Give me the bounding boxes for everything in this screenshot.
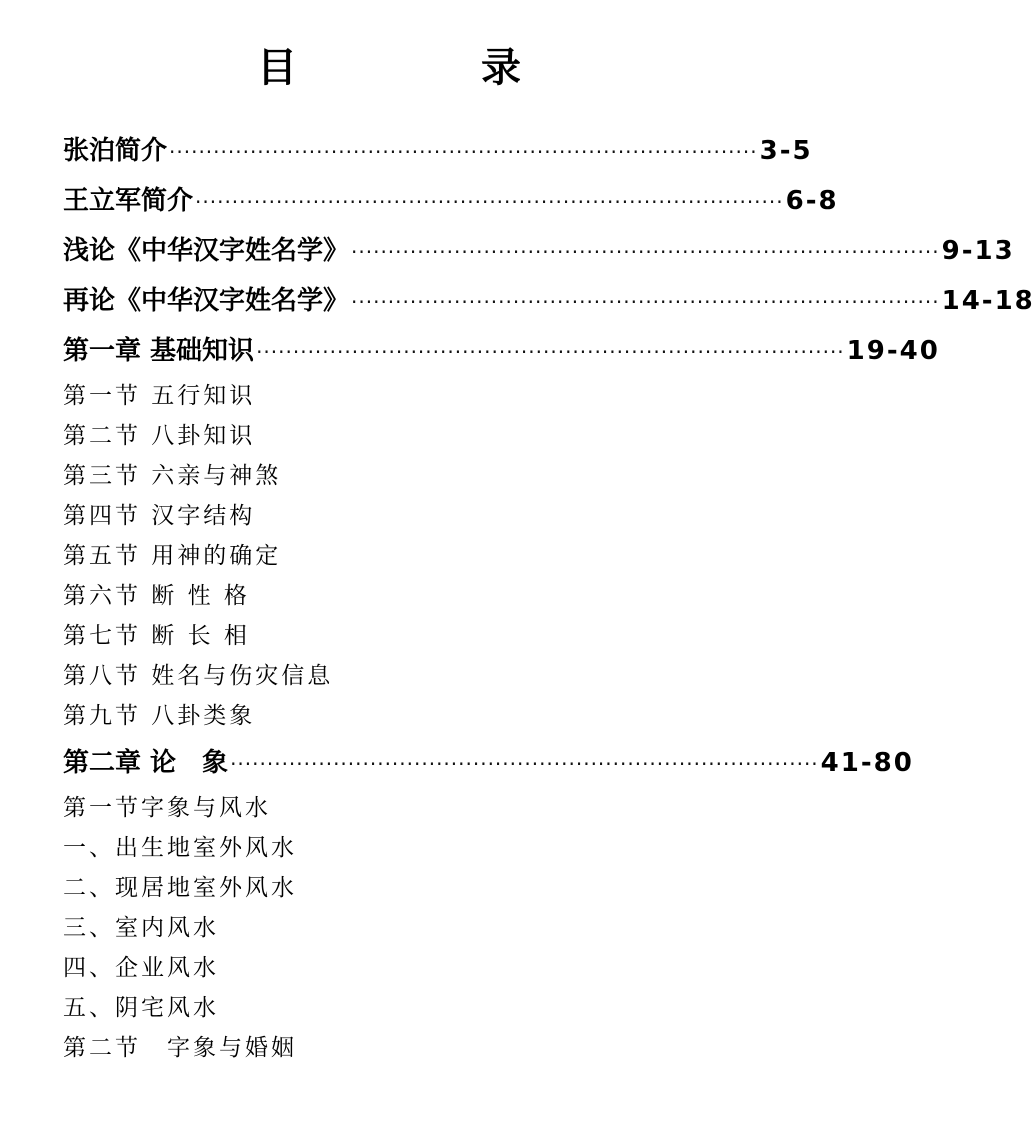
toc-entry-page: 41-80 (820, 748, 914, 778)
dot-leader: ················································································ (230, 752, 819, 776)
toc-section[interactable]: 二、现居地室外风水 (63, 875, 297, 901)
page-title: 目 录 (257, 45, 593, 91)
dot-leader: ················································································ (195, 190, 784, 214)
dot-leader: ················································································ (169, 140, 758, 164)
toc-entry-page: 14-18 (941, 286, 1035, 316)
toc-section[interactable]: 第六节 断 性 格 (63, 583, 250, 609)
toc-entry-label: 张泊简介 (63, 136, 168, 166)
toc-entry-label: 浅论《中华汉字姓名学》 (63, 236, 350, 266)
toc-entry-chapter-1[interactable] (63, 326, 940, 376)
toc-section[interactable]: 第三节 六亲与神煞 (63, 463, 282, 489)
toc-section[interactable]: 第九节 八卦类象 (63, 703, 256, 729)
toc-section[interactable]: 第二节 八卦知识 (63, 423, 256, 449)
toc-entry-page: 9-13 (941, 236, 1015, 266)
table-of-contents (63, 126, 1035, 1068)
toc-entry-label: 再论《中华汉字姓名学》 (63, 286, 350, 316)
dot-leader: ················································································ (351, 290, 940, 314)
toc-section[interactable]: 一、出生地室外风水 (63, 835, 297, 861)
toc-entry-chapter-2[interactable] (63, 738, 914, 788)
toc-entry-page: 3-5 (759, 136, 813, 166)
toc-entry-label: 王立军简介 (63, 186, 194, 216)
toc-section[interactable]: 第一节 五行知识 (63, 383, 256, 409)
dot-leader: ················································································ (256, 340, 845, 364)
toc-section[interactable]: 五、阴宅风水 (63, 995, 219, 1021)
toc-section[interactable]: 第八节 姓名与伤灾信息 (63, 663, 334, 689)
toc-entry-label: 第二章 论 象 (63, 748, 229, 778)
dot-leader: ················································································ (351, 240, 940, 264)
toc-entry-page: 19-40 (846, 336, 940, 366)
toc-section[interactable]: 第二节 字象与婚姻 (63, 1035, 297, 1061)
toc-section[interactable]: 第四节 汉字结构 (63, 503, 256, 529)
toc-entry-first-essay[interactable] (63, 226, 1015, 276)
toc-section[interactable]: 第五节 用神的确定 (63, 543, 282, 569)
toc-entry-zhangbo-intro[interactable] (63, 126, 813, 176)
toc-entry-page: 6-8 (785, 186, 839, 216)
toc-entry-second-essay[interactable] (63, 276, 1035, 326)
toc-section[interactable]: 四、企业风水 (63, 955, 219, 981)
toc-section[interactable]: 三、室内风水 (63, 915, 219, 941)
toc-entry-wanglijun-intro[interactable] (63, 176, 839, 226)
toc-entry-label: 第一章 基础知识 (63, 336, 255, 366)
toc-section[interactable]: 第一节字象与风水 (63, 795, 271, 821)
toc-section[interactable]: 第七节 断 长 相 (63, 623, 250, 649)
